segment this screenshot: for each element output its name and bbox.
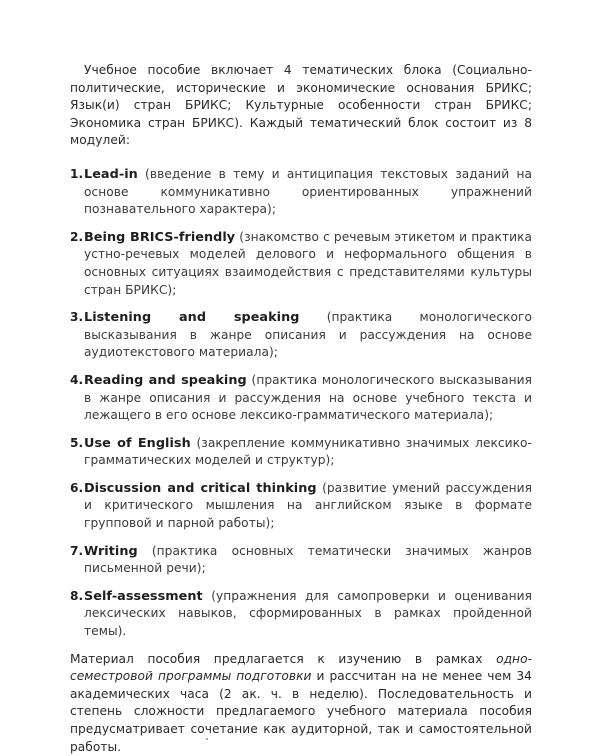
module-number: 1.: [70, 166, 84, 181]
module-title: Reading and speaking: [84, 372, 247, 388]
module-number: 4.: [70, 372, 84, 387]
module-number: 2.: [70, 229, 84, 244]
closing-emphasis: односеместровой программы подготовки: [70, 651, 532, 684]
module-description: (упражнения для самопроверки и оценивания лексических навыков, сформированных в рамках пройденной темы).: [84, 588, 532, 639]
module-list: [70, 166, 532, 641]
module-title: Writing: [84, 543, 138, 559]
module-description: (развитие умений рассуждения и критического мышления на английском языке в формате групповой и парной работы);: [84, 480, 532, 531]
module-description: (введение в тему и антиципация текстовых заданий на основе коммуникативно ориентированных упражнений познавательного характера);: [84, 166, 532, 217]
module-item: [70, 543, 532, 578]
module-number: 6.: [70, 480, 84, 495]
module-description: (практика основных тематически значимых жанров письменной речи);: [84, 543, 532, 576]
module-number: 3.: [70, 310, 84, 325]
module-description: (закрепление коммуникативно значимых лексико-грамматических моделей и структур);: [84, 435, 533, 468]
module-item: [70, 588, 532, 641]
closing-text-start: Материал пособия предлагается к изучению в рамках: [70, 651, 497, 666]
module-title: Use of English: [84, 435, 191, 451]
module-item: [70, 435, 532, 470]
module-description: (практика монологического высказывания в жанре описания и рассуждения на основе учебного текста и лежащего в его основе лексико-грамматического материала);: [84, 372, 533, 423]
intro-paragraph: Учебное пособие включает 4 тематических блока (Социально-политические, исторические и экономические основания БРИКС; Язык(и) стран БРИКС; Культурные особенности стран БРИКС; Экономика стран БРИКС). Каждый тематический блок состоит из 8 модулей:: [70, 63, 532, 148]
page-content: [70, 62, 532, 756]
module-item: [70, 166, 532, 219]
module-title: Lead-in: [84, 166, 138, 182]
module-number: 7.: [70, 543, 84, 558]
page-mark: [206, 738, 208, 740]
closing-text-end: и рассчитан на не менее чем 34 академических часа (2 ак. ч. в неделю). Последовательность и степень сложности предлагаемого учебного материала пособия предусматривает сочетание как аудиторной, так и самостоятельной работы.: [70, 669, 532, 754]
module-item: [70, 309, 532, 362]
module-title: Listening and speaking: [84, 310, 300, 326]
module-item: [70, 229, 532, 299]
closing-paragraph: [70, 651, 532, 756]
module-title: Being BRICS-friendly: [84, 229, 236, 245]
module-description: (знакомство с речевым этикетом и практика устно-речевых моделей делового и неформального общения в основных ситуациях взаимодействия с представителями культуры стран БРИКС);: [84, 229, 532, 297]
module-number: 8.: [70, 588, 84, 603]
module-item: [70, 372, 532, 425]
module-title: Discussion and critical thinking: [84, 480, 317, 496]
module-title: Self-assessment: [84, 588, 203, 604]
module-item: [70, 480, 532, 533]
module-description: (практика монологического высказывания в жанре описания и рассуждения на основе аудиотекстового материала);: [84, 310, 532, 360]
module-number: 5.: [70, 435, 84, 450]
